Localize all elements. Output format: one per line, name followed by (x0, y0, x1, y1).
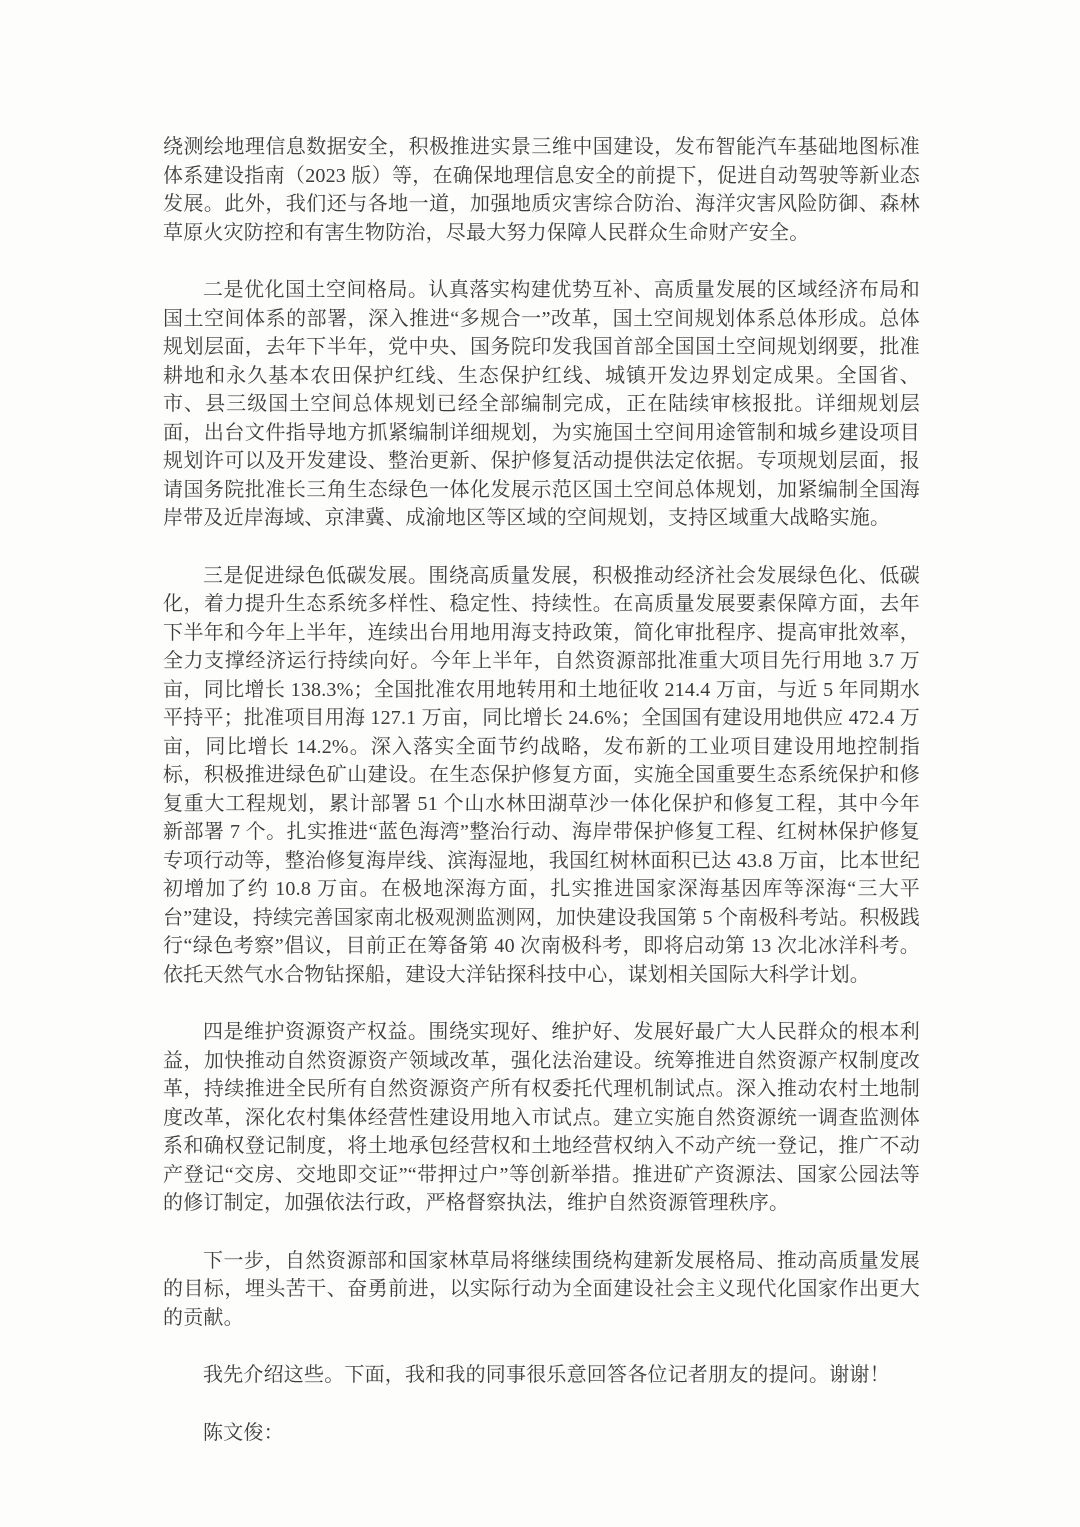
paragraph-closing-remark: 我先介绍这些。下面，我和我的同事很乐意回答各位记者朋友的提问。谢谢！ (203, 1364, 890, 1386)
paragraph-point-four: 四是维护资源资产权益。围绕实现好、维护好、发展好最广大人民群众的根本利益，加快推动自然资源资产领域改革，强化法治建设。统筹推进自然资源产权制度改革，持续推进全民所有自然资源资产所有权委托代理机制试点。深入推动农村土地制度改革，深化农村集体经营性建设用地入市试点。建立实施自然资源统一调查监测体系和确权登记制度，将土地承包经营权和土地经营权纳入不动产统一登记，推广不动产登记“交房、交地即交证”“带押过户”等创新举措。推进矿产资源法、国家公园法等的修订制定，加强依法行政，严格督察执法，维护自然资源管理秩序。 (163, 1021, 920, 1214)
paragraph-next-steps: 下一步，自然资源部和国家林草局将继续围绕构建新发展格局、推动高质量发展的目标，埋头苦干、奋勇前进，以实际行动为全面建设社会主义现代化国家作出更大的贡献。 (163, 1249, 920, 1329)
speaker-label: 陈文俊： (203, 1421, 284, 1444)
paragraph-point-three: 三是促进绿色低碳发展。围绕高质量发展，积极推动经济社会发展绿色化、低碳化，着力提升生态系统多样性、稳定性、持续性。在高质量发展要素保障方面，去年下半年和今年上半年，连续出台用地用海支持政策，简化审批程序、提高审批效率，全力支撑经济运行持续向好。今年上半年，自然资源部批准重大项目先行用地 3.7 万亩，同比增长 138.3%；全国批准农用地转用和土地征收 214.4 万亩，与近 5 年同期水平持平；批准项目用海 127.1 万亩，同比增长 24.6%；全国国有建设用地供应 472.4 万亩，同比增长 14.2%。深入落实全面节约战略，发布新的工业项目建设用地控制指标，积极推进绿色矿山建设。在生态保护修复方面，实施全国重要生态系统保护和修复重大工程规划，累计部署 51 个山水林田湖草沙一体化保护和修复工程，其中今年新部署 7 个。扎实推进“蓝色海湾”整治行动、海岸带保护修复工程、红树林保护修复专项行动等，整治修复海岸线、滨海湿地，我国红树林面积已达 43.8 万亩，比本世纪初增加了约 10.8 万亩。在极地深海方面，扎实推进国家深海基因库等深海“三大平台”建设，持续完善国家南北极观测监测网，加快建设我国第 5 个南极科考站。积极践行“绿色考察”倡议，目前正在筹备第 40 次南极科考，即将启动第 13 次北冰洋科考。依托天然气水合物钻探船，建设大洋钻探科技中心，谋划相关国际大科学计划。 (163, 564, 920, 986)
paragraph-continuation: 绕测绘地理信息数据安全，积极推进实景三维中国建设，发布智能汽车基础地图标准体系建设指南（2023 版）等，在确保地理信息安全的前提下，促进自动驾驶等新业态发展。此外，我们还与各地一道，加强地质灾害综合防治、海洋灾害风险防御、森林草原火灾防控和有害生物防治，尽最大努力保障人民群众生命财产安全。 (163, 136, 920, 244)
paragraph-point-two: 二是优化国土空间格局。认真落实构建优势互补、高质量发展的区域经济布局和国土空间体系的部署，深入推进“多规合一”改革，国土空间规划体系总体形成。总体规划层面，去年下半年，党中央、国务院印发我国首部全国国土空间规划纲要，批准耕地和永久基本农田保护红线、生态保护红线、城镇开发边界划定成果。全国省、市、县三级国土空间总体规划已经全部编制完成，正在陆续审核报批。详细规划层面，出台文件指导地方抓紧编制详细规划，为实施国土空间用途管制和城乡建设项目规划许可以及开发建设、整治更新、保护修复活动提供法定依据。专项规划层面，报请国务院批准长三角生态绿色一体化发展示范区国土空间总体规划，加紧编制全国海岸带及近岸海域、京津冀、成渝地区等区域的空间规划，支持区域重大战略实施。 (163, 279, 920, 529)
